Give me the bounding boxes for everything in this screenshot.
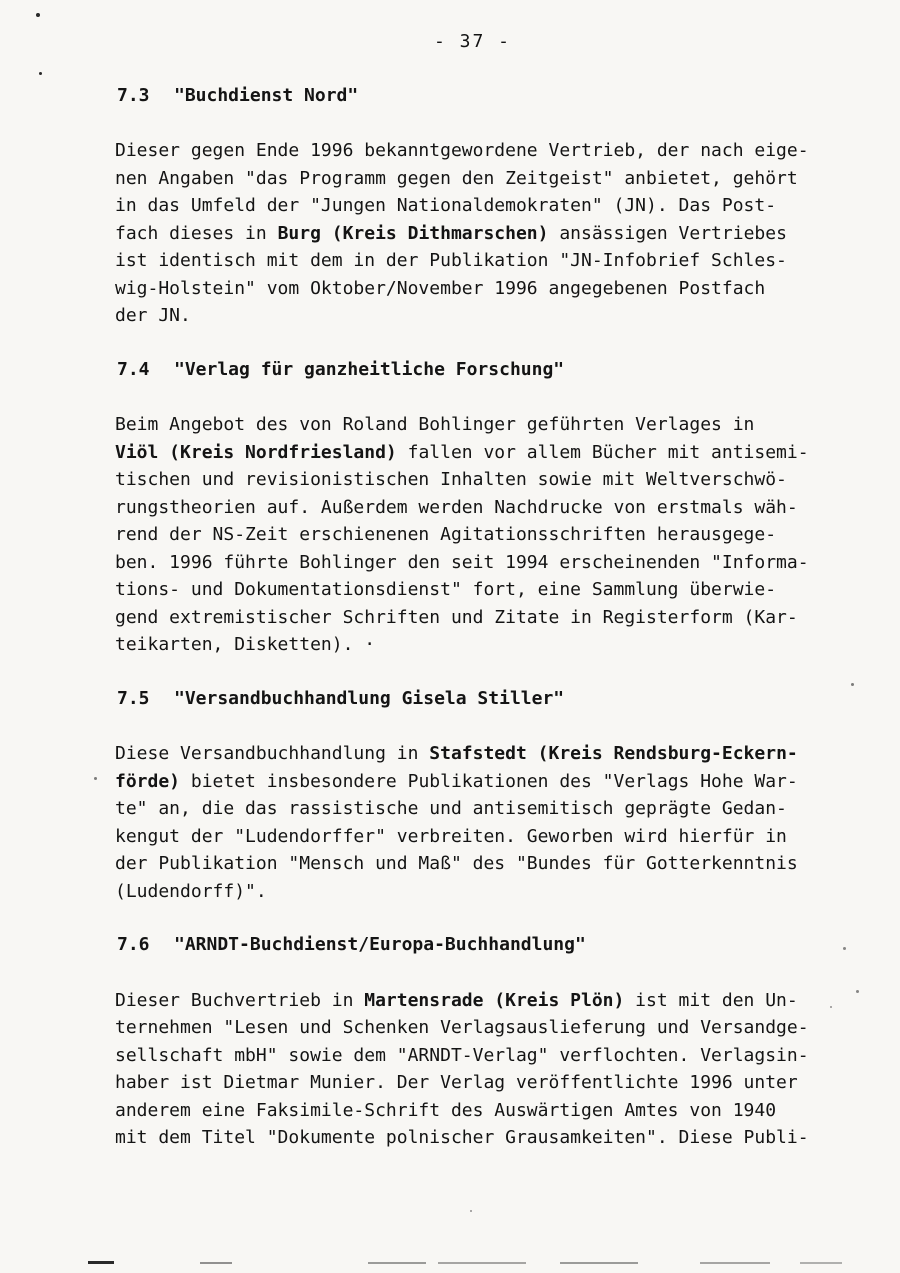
sections bbox=[115, 82, 830, 1152]
document-section bbox=[115, 356, 830, 659]
section-number: 7.4 bbox=[117, 358, 150, 380]
text-line bbox=[115, 137, 830, 165]
text-segment: haber ist Dietmar Munier. Der Verlag veröffentlichte 1996 unter bbox=[115, 1072, 798, 1093]
text-segment: ternehmen "Lesen und Schenken Verlagsauslieferung und Versandge- bbox=[115, 1017, 809, 1038]
scan-artifact bbox=[368, 1262, 426, 1264]
scan-artifact bbox=[700, 1262, 770, 1264]
text-segment: in das Umfeld der "Jungen Nationaldemokraten" (JN). Das Post- bbox=[115, 195, 777, 216]
scan-artifact bbox=[200, 1262, 232, 1264]
scan-artifact bbox=[438, 1262, 526, 1264]
text-line bbox=[115, 192, 830, 220]
scan-artifact bbox=[843, 947, 846, 950]
text-line bbox=[115, 850, 830, 878]
text-line bbox=[115, 220, 830, 248]
section-title: "ARNDT-Buchdienst/Europa-Buchhandlung" bbox=[174, 934, 586, 955]
document-section bbox=[115, 685, 830, 906]
text-segment: sellschaft mbH" sowie dem "ARNDT-Verlag" verflochten. Verlagsin- bbox=[115, 1044, 809, 1066]
text-line bbox=[115, 740, 830, 768]
text-segment: rungstheorien auf. Außerdem werden Nachdrucke von erstmals wäh- bbox=[115, 496, 798, 518]
text-line bbox=[115, 1124, 830, 1152]
scan-artifact bbox=[470, 1210, 472, 1212]
section-heading bbox=[117, 356, 830, 384]
scan-artifact bbox=[830, 1006, 832, 1008]
section-title: "Verlag für ganzheitliche Forschung" bbox=[174, 358, 565, 380]
text-line bbox=[115, 494, 830, 522]
scan-artifact bbox=[800, 1262, 842, 1264]
text-line bbox=[115, 521, 830, 549]
section-number: 7.6 bbox=[117, 934, 150, 955]
text-line bbox=[115, 439, 830, 467]
text-line bbox=[115, 411, 830, 439]
text-line bbox=[115, 823, 830, 851]
text-line bbox=[115, 604, 830, 632]
text-line bbox=[115, 795, 830, 823]
text-line bbox=[115, 1097, 830, 1125]
scan-artifact bbox=[88, 1261, 114, 1264]
bold-text-segment: Martensrade (Kreis Plön) bbox=[364, 989, 625, 1011]
bold-text-segment: förde) bbox=[115, 770, 181, 792]
bold-text-segment: Stafstedt (Kreis Rendsburg-Eckern- bbox=[429, 743, 798, 764]
text-segment: bietet insbesondere Publikationen des "Verlags Hohe War- bbox=[180, 770, 798, 792]
text-line bbox=[115, 1014, 830, 1042]
scan-artifact bbox=[39, 72, 42, 75]
document-section bbox=[115, 82, 830, 330]
text-segment: fallen vor allem Bücher mit antisemi- bbox=[396, 441, 809, 463]
section-heading bbox=[117, 931, 830, 959]
text-segment: Diese Versandbuchhandlung in bbox=[115, 743, 430, 764]
text-line bbox=[115, 576, 830, 604]
text-line bbox=[115, 466, 830, 494]
text-segment: nen Angaben "das Programm gegen den Zeitgeist" anbietet, gehört bbox=[115, 167, 798, 189]
text-segment: anderem eine Faksimile-Schrift des Auswärtigen Amtes von 1940 bbox=[115, 1099, 777, 1121]
text-segment: fach dieses in bbox=[115, 222, 278, 244]
text-segment: tischen und revisionistischen Inhalten sowie mit Weltverschwö- bbox=[115, 469, 787, 490]
scan-artifact bbox=[851, 683, 854, 686]
text-line bbox=[115, 247, 830, 275]
text-segment: rend der NS-Zeit erschienenen Agitationsschriften herausgege- bbox=[115, 524, 777, 545]
section-number: 7.3 bbox=[117, 84, 150, 106]
text-segment: kengut der "Ludendorffer" verbreiten. Geworben wird hierfür in bbox=[115, 825, 787, 847]
paragraph bbox=[115, 137, 830, 330]
document-section bbox=[115, 931, 830, 1152]
text-segment: wig-Holstein" vom Oktober/November 1996 angegebenen Postfach bbox=[115, 277, 766, 299]
text-line bbox=[115, 631, 830, 659]
section-title: "Buchdienst Nord" bbox=[174, 84, 359, 106]
text-line bbox=[115, 987, 830, 1015]
paragraph bbox=[115, 740, 830, 905]
scan-artifact bbox=[36, 13, 40, 17]
text-line bbox=[115, 165, 830, 193]
page-number: - 37 - bbox=[433, 31, 512, 52]
text-segment: ist mit den Un- bbox=[624, 989, 798, 1011]
scan-artifact bbox=[94, 777, 97, 780]
text-segment: der JN. bbox=[115, 305, 191, 326]
text-segment: (Ludendorff)". bbox=[115, 880, 267, 902]
text-segment: ben. 1996 führte Bohlinger den seit 1994 erscheinenden "Informa- bbox=[115, 551, 809, 573]
text-segment: Dieser gegen Ende 1996 bekanntgewordene Vertrieb, der nach eige- bbox=[115, 140, 809, 161]
text-segment: teikarten, Disketten). · bbox=[115, 634, 376, 655]
text-line bbox=[115, 1069, 830, 1097]
bold-text-segment: Viöl (Kreis Nordfriesland) bbox=[115, 441, 397, 463]
section-number: 7.5 bbox=[117, 687, 150, 709]
scan-artifact bbox=[560, 1262, 638, 1264]
text-line bbox=[115, 275, 830, 303]
scan-artifact bbox=[856, 990, 859, 993]
section-heading bbox=[117, 82, 830, 110]
text-segment: mit dem Titel "Dokumente polnischer Grausamkeiten". Diese Publi- bbox=[115, 1127, 809, 1148]
text-line bbox=[115, 878, 830, 906]
text-segment: ist identisch mit dem in der Publikation "JN-Infobrief Schles- bbox=[115, 250, 787, 271]
text-segment: Dieser Buchvertrieb in bbox=[115, 989, 365, 1011]
text-segment: Beim Angebot des von Roland Bohlinger geführten Verlages in bbox=[115, 414, 755, 435]
text-segment: tions- und Dokumentationsdienst" fort, eine Sammlung überwie- bbox=[115, 579, 777, 600]
text-segment: der Publikation "Mensch und Maß" des "Bundes für Gotterkenntnis bbox=[115, 853, 798, 874]
paragraph bbox=[115, 987, 830, 1152]
text-segment: gend extremistischer Schriften und Zitate in Registerform (Kar- bbox=[115, 606, 798, 628]
text-line bbox=[115, 768, 830, 796]
text-line bbox=[115, 549, 830, 577]
text-segment: ansässigen Vertriebes bbox=[548, 222, 787, 244]
text-line bbox=[115, 1042, 830, 1070]
page-content bbox=[115, 28, 830, 1152]
bold-text-segment: Burg (Kreis Dithmarschen) bbox=[277, 222, 549, 244]
text-segment: te" an, die das rassistische und antisemitisch geprägte Gedan- bbox=[115, 798, 787, 819]
text-line bbox=[115, 302, 830, 330]
section-title: "Versandbuchhandlung Gisela Stiller" bbox=[174, 687, 565, 709]
section-heading bbox=[117, 685, 830, 713]
paragraph bbox=[115, 411, 830, 659]
